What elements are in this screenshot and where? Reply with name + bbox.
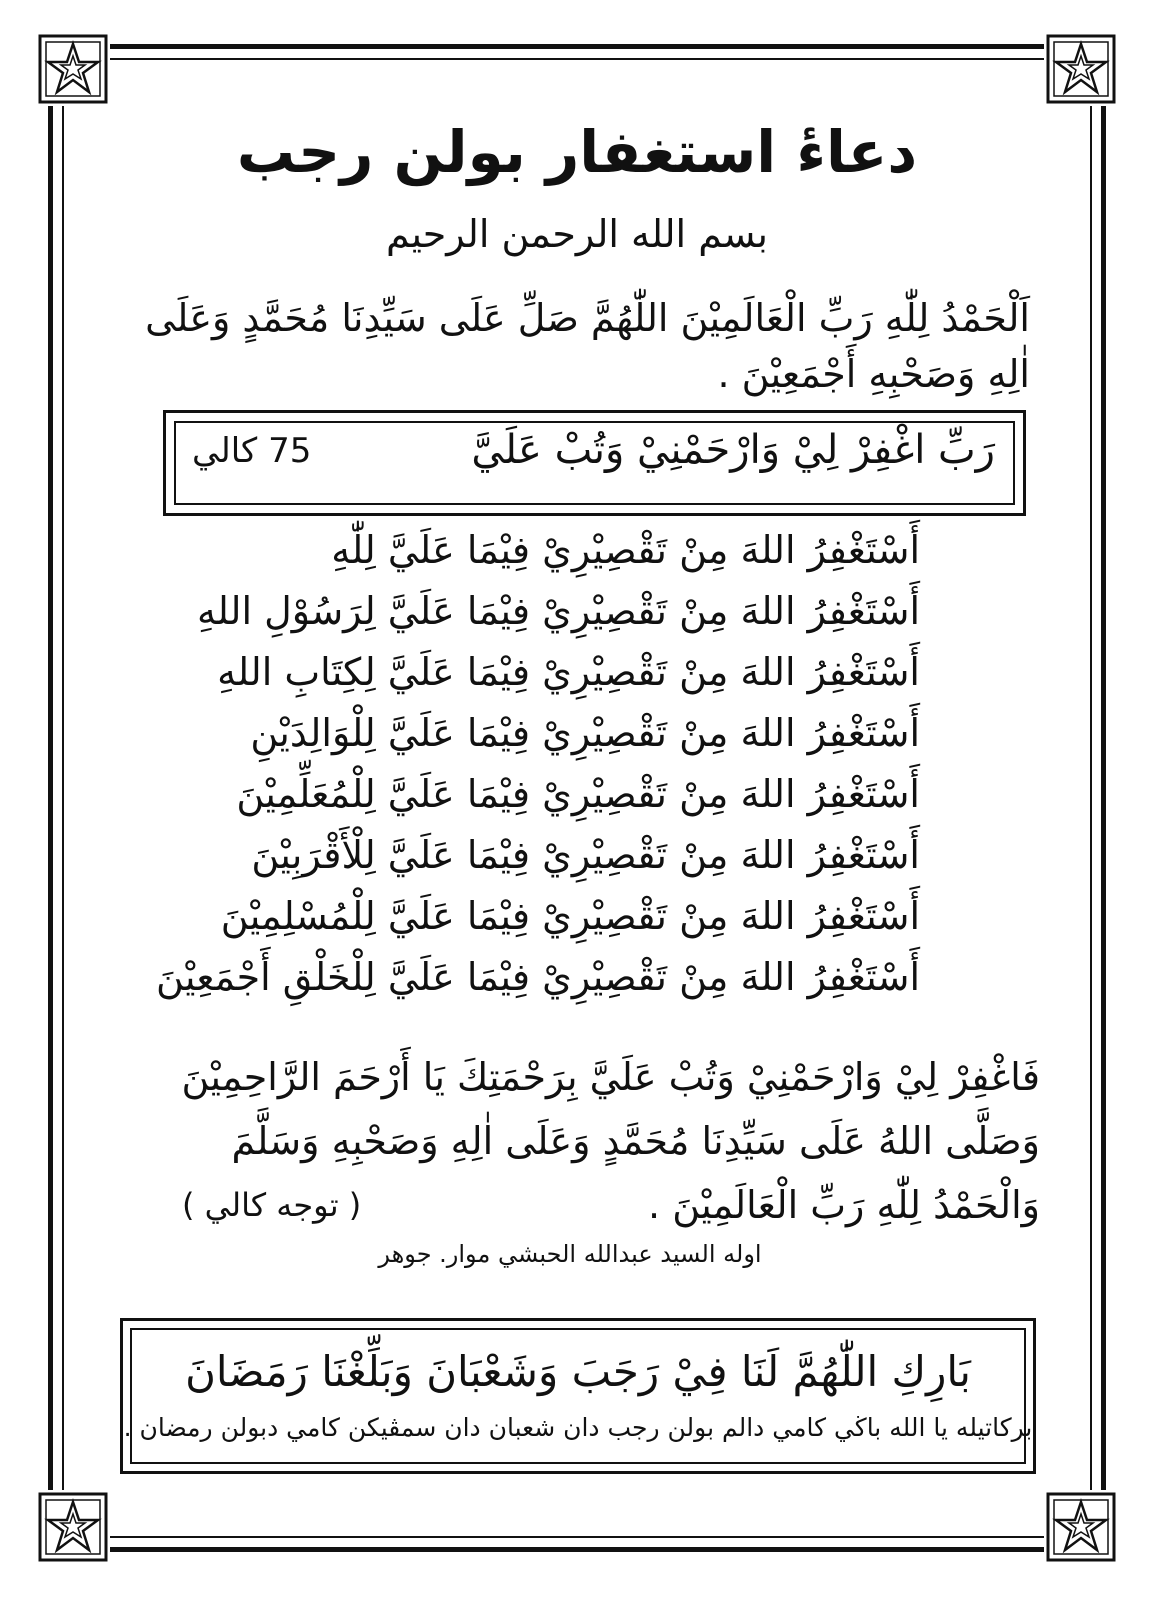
closing-prayer xyxy=(120,1045,1040,1237)
list-item: أَسْتَغْفِرُ اللهَ مِنْ تَقْصِيْرِيْ فِيْمَا عَلَيَّ لِلْمُعَلِّمِيْنَ xyxy=(236,772,920,816)
list-item: أَسْتَغْفِرُ اللهَ مِنْ تَقْصِيْرِيْ فِيْمَا عَلَيَّ لِلْأَقْرَبِيْنَ xyxy=(251,833,920,877)
recitation-count: 75 كالي xyxy=(192,431,312,471)
closing-line-final xyxy=(120,1173,1040,1237)
bismillah-heading: بسم الله الرحمن الرحيم xyxy=(386,212,768,256)
boxed-prayer-text: رَبِّ اغْفِرْ لِيْ وَارْحَمْنِيْ وَتُبْ عَلَيَّ xyxy=(471,427,995,473)
list-item: أَسْتَغْفِرُ اللهَ مِنْ تَقْصِيْرِيْ فِيْمَا عَلَيَّ لِرَسُوْلِ اللهِ xyxy=(196,589,920,633)
boxed-prayer-frame xyxy=(163,410,1026,516)
istighfar-list xyxy=(155,520,920,1008)
doa-translation: بركاتيله يا الله باڬي كامي دالم بولن رجب دان شعبان دان سمڤيكن كامي دبولن رمضان . xyxy=(123,1413,1033,1442)
star-ornament-icon xyxy=(1044,1490,1118,1564)
list-item: أَسْتَغْفِرُ اللهَ مِنْ تَقْصِيْرِيْ فِيْمَا عَلَيَّ لِلْمُسْلِمِيْنَ xyxy=(220,894,920,938)
list-item: أَسْتَغْفِرُ اللهَ مِنْ تَقْصِيْرِيْ فِيْمَا عَلَيَّ لِلّٰهِ xyxy=(331,528,920,572)
star-ornament-icon xyxy=(36,1490,110,1564)
list-item: أَسْتَغْفِرُ اللهَ مِنْ تَقْصِيْرِيْ فِيْمَا عَلَيَّ لِلْخَلْقِ أَجْمَعِيْنَ xyxy=(155,955,920,999)
closing-line: فَاغْفِرْ لِيْ وَارْحَمْنِيْ وَتُبْ عَلَيَّ بِرَحْمَتِكَ يَا أَرْحَمَ الرَّاحِمِيْنَ xyxy=(181,1055,1040,1099)
closing-line: وَالْحَمْدُ لِلّٰهِ رَبِّ الْعَالَمِيْنَ . xyxy=(648,1183,1040,1227)
attribution-note: اوله السيد عبدالله الحبشي موار. جوهر xyxy=(378,1240,762,1268)
opening-line: اَلْحَمْدُ لِلّٰهِ رَبِّ الْعَالَمِيْنَ اللّٰهُمَّ صَلِّ عَلَى سَيِّدِنَا مُحَمَّدٍ وَعَلَى xyxy=(145,296,1030,340)
opening-line: اٰلِهِ وَصَحْبِهِ أَجْمَعِيْنَ . xyxy=(717,352,1030,396)
list-item: أَسْتَغْفِرُ اللهَ مِنْ تَقْصِيْرِيْ فِيْمَا عَلَيَّ لِلْوَالِدَيْنِ xyxy=(250,711,920,755)
opening-praise xyxy=(145,290,1030,402)
page-title: دعاءٔ استغفار بولن رجب xyxy=(236,118,918,186)
list-item: أَسْتَغْفِرُ اللهَ مِنْ تَقْصِيْرِيْ فِيْمَا عَلَيَّ لِكِتَابِ اللهِ xyxy=(217,650,920,694)
star-ornament-icon xyxy=(1044,32,1118,106)
rajab-doa: بَارِكِ اللّٰهُمَّ لَنَا فِيْ رَجَبَ وَشَعْبَانَ وَبَلِّغْنَا رَمَضَانَ xyxy=(185,1347,971,1396)
closing-line: وَصَلَّى اللهُ عَلَى سَيِّدِنَا مُحَمَّدٍ وَعَلَى اٰلِهِ وَصَحْبِهِ وَسَلَّمَ xyxy=(231,1119,1040,1163)
closing-note: ( توجه كالي ) xyxy=(182,1186,362,1224)
star-ornament-icon xyxy=(36,32,110,106)
bottom-doa-frame xyxy=(120,1318,1036,1474)
